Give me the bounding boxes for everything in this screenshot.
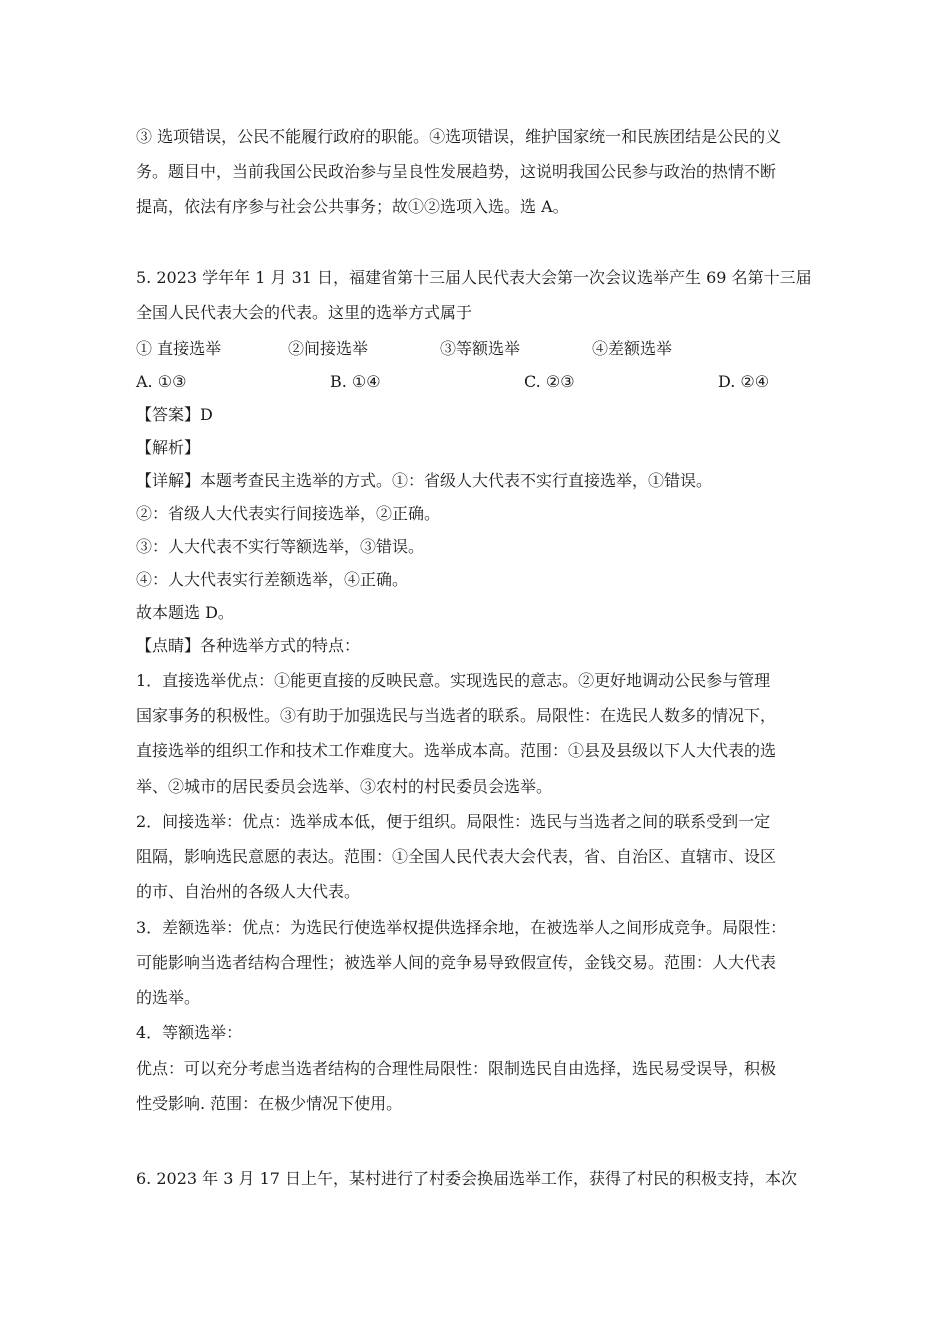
prev-analysis-line: ③ 选项错误，公民不能履行政府的职能。④选项错误，维护国家统一和民族团结是公民的义 xyxy=(136,127,782,146)
q5-detail-line: 的市、自治州的各级人大代表。 xyxy=(136,882,361,901)
q5-stem-line: 5. 2023 学年年 1 月 31 日，福建省第十三届人民代表大会第一次会议选举产生 69 名第十三届 xyxy=(136,268,812,287)
q5-detail-line: 性受影响. 范围：在极少情况下使用。 xyxy=(136,1094,403,1113)
q5-detail-line: 4．等额选举： xyxy=(136,1023,243,1042)
q5-statement: ④差额选举 xyxy=(592,339,673,358)
q5-detail-line: ④：人大代表实行差额选举，④正确。 xyxy=(136,570,409,589)
q5-tips-heading: 【点睛】各种选举方式的特点： xyxy=(136,636,361,655)
q5-answer: 【答案】D xyxy=(136,405,213,424)
prev-analysis-line: 务。题目中，当前我国公民政治参与呈良性发展趋势，这说明我国公民参与政治的热情不断 xyxy=(136,162,777,181)
q5-choice-d: D. ②④ xyxy=(718,372,770,391)
q5-detail-line: 1．直接选举优点：①能更直接的反映民意。实现选民的意志。②更好地调动公民参与管理 xyxy=(136,671,771,690)
q5-detail-line: 举、②城市的居民委员会选举、③农村的村民委员会选举。 xyxy=(136,777,553,796)
prev-analysis-line: 提高，依法有序参与社会公共事务；故①②选项入选。选 A。 xyxy=(136,197,569,216)
q5-statement: ②间接选举 xyxy=(288,339,369,358)
q5-detail-line: 2．间接选举：优点：选举成本低，便于组织。局限性：选民与当选者之间的联系受到一定 xyxy=(136,812,771,831)
q5-detail-line: 国家事务的积极性。③有助于加强选民与当选者的联系。局限性：在选民人数多的情况下， xyxy=(136,706,777,725)
q5-detail-line: 优点：可以充分考虑当选者结构的合理性局限性：限制选民自由选择，选民易受误导，积极 xyxy=(136,1059,777,1078)
q5-detail-line: 【详解】本题考查民主选举的方式。①：省级人大代表不实行直接选举，①错误。 xyxy=(136,471,713,490)
q5-statement: ③等额选举 xyxy=(440,339,521,358)
q5-statement: ① 直接选举 xyxy=(136,339,222,358)
q5-detail-line: 的选举。 xyxy=(136,988,201,1007)
q5-choice-a: A. ①③ xyxy=(136,372,187,391)
q6-stem: 6. 2023 年 3 月 17 日上午，某村进行了村委会换届选举工作，获得了村民的积极支持，本次 xyxy=(136,1169,798,1188)
q5-choice-b: B. ①④ xyxy=(330,372,381,391)
q5-analysis-heading: 【解析】 xyxy=(136,438,201,457)
q5-stem-line: 全国人民代表大会的代表。这里的选举方式属于 xyxy=(136,303,473,322)
q5-detail-line: 可能影响当选者结构合理性；被选举人间的竞争易导致假宣传，金钱交易。范围：人大代表 xyxy=(136,953,777,972)
q5-choice-c: C. ②③ xyxy=(524,372,575,391)
q5-detail-line: ②：省级人大代表实行间接选举，②正确。 xyxy=(136,504,441,523)
q5-detail-line: 3．差额选举：优点：为选民行使选举权提供选择余地，在被选举人之间形成竞争。局限性： xyxy=(136,918,787,937)
q5-detail-line: 直接选举的组织工作和技术工作难度大。选举成本高。范围：①县及县级以下人大代表的选 xyxy=(136,741,777,760)
q5-detail-line: 故本题选 D。 xyxy=(136,603,234,622)
q5-detail-line: 阻隔，影响选民意愿的表达。范围：①全国人民代表大会代表，省、自治区、直辖市、设区 xyxy=(136,847,777,866)
q5-detail-line: ③：人大代表不实行等额选举，③错误。 xyxy=(136,537,425,556)
